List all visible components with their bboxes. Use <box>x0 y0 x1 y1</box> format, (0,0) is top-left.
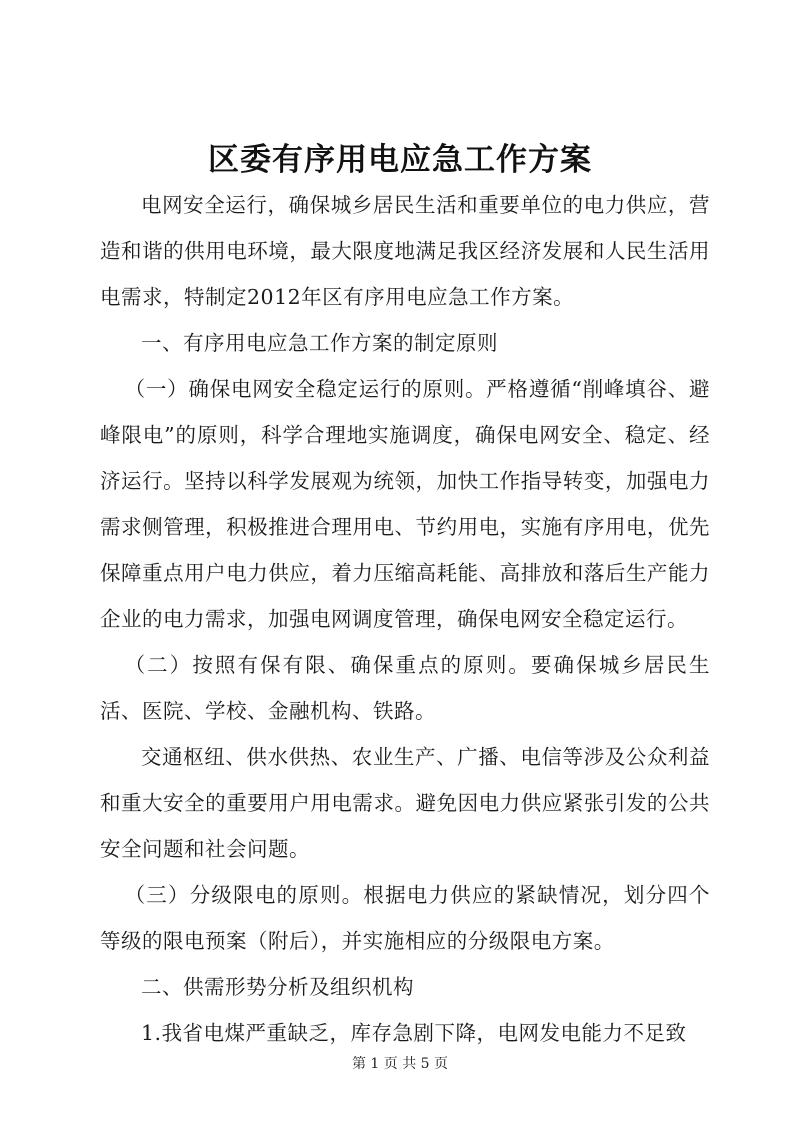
section-heading-supply-demand: 二、供需形势分析及组织机构 <box>141 975 414 999</box>
page-footer: 第 1 页 共 5 页 <box>351 1056 449 1072</box>
principle-three-paragraph: （三）分级限电的原则。根据电力供应的紧缺情况，划分四个等级的限电预案（附后），并实施相应的分级限电方案。 <box>100 883 710 953</box>
document-title: 区委有序用电应急工作方案 <box>208 142 592 178</box>
section-heading-principles: 一、有序用电应急工作方案的制定原则 <box>141 331 498 355</box>
document-body <box>100 182 710 1056</box>
principle-one-paragraph: （一）确保电网安全稳定运行的原则。严格遵循“削峰填谷、避峰限电”的原则，科学合理地实施调度，确保电网安全、稳定、经济运行。坚持以科学发展观为统领，加快工作指导转变，加强电力需求侧管理，积极推进合理用电、节约用电，实施有序用电，优先保障重点用户电力供应，着力压缩高耗能、高排放和落后生产能力企业的电力需求，加强电网调度管理，确保电网安全稳定运行。 <box>100 377 710 631</box>
item-one-paragraph: 1.我省电煤严重缺乏，库存急剧下降，电网发电能力不足致 <box>141 1021 687 1045</box>
principle-two-continued-paragraph: 交通枢纽、供水供热、农业生产、广播、电信等涉及公众利益和重大安全的重要用户用电需求。避免因电力供应紧张引发的公共安全问题和社会问题。 <box>100 745 710 861</box>
intro-paragraph: 电网安全运行，确保城乡居民生活和重要单位的电力供应，营造和谐的供用电环境，最大限度地满足我区经济发展和人民生活用电需求，特制定2012年区有序用电应急工作方案。 <box>100 193 710 309</box>
principle-two-paragraph: （二）按照有保有限、确保重点的原则。要确保城乡居民生活、医院、学校、金融机构、铁路。 <box>100 653 710 723</box>
